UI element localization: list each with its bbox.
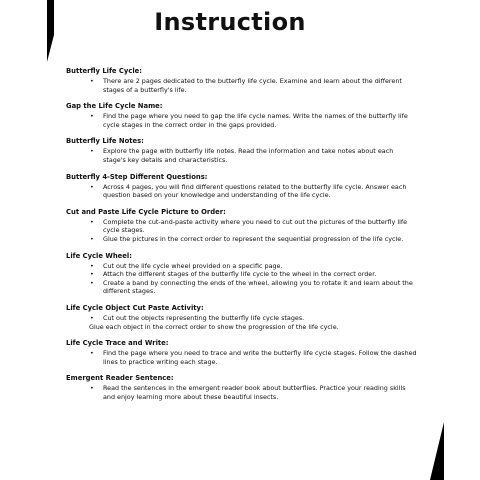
bullet-item: • Complete the cut-and-paste activity where you need to cut out the pictures of the butterfly life cycle stages. — [66, 218, 418, 235]
bullet-item: • Attach the different stages of the butterfly life cycle to the wheel in the correct order. — [66, 270, 418, 279]
plain-line: Glue each object in the correct order to show the progression of the life cycle. — [89, 322, 339, 331]
section-heading: Life Cycle Object Cut Paste Activity: — [66, 303, 204, 312]
bullet-list — [66, 218, 418, 244]
bullet-item: • Explore the page with butterfly life notes. Read the information and take notes about each stage's key details and characteristics. — [66, 147, 418, 164]
section-cut-and-paste — [66, 208, 418, 244]
bullet-item: • Find the page where you need to gap the life cycle names. Write the names of the butterfly life cycle stages in the correct order in the gaps provided. — [66, 112, 418, 129]
section-life-cycle-wheel — [66, 252, 418, 296]
bullet-item: • There are 2 pages dedicated to the butterfly life cycle. Examine and learn about the different stages of a butterfly's life. — [66, 77, 418, 94]
section-trace-and-write — [66, 339, 418, 366]
bullet-list — [66, 147, 418, 164]
section-heading: Butterfly Life Notes: — [66, 137, 144, 146]
bullet-list — [66, 349, 418, 366]
section-heading: Butterfly Life Cycle: — [66, 67, 143, 75]
section-heading: Life Cycle Wheel: — [66, 251, 132, 260]
section-heading: Butterfly 4-Step Different Questions: — [66, 172, 208, 181]
bullet-list — [66, 112, 418, 129]
section-butterfly-questions — [66, 173, 418, 200]
section-heading: Life Cycle Trace and Write: — [66, 339, 169, 348]
section-object-cut-paste — [66, 304, 418, 331]
section-heading: Gap the Life Cycle Name: — [66, 102, 163, 111]
bullet-list — [66, 314, 418, 323]
bullet-item: • Find the page where you need to trace and write the butterfly life cycle stages. Follow the dashed lines to practice writing each stage. — [66, 349, 418, 366]
bullet-item: • Cut out the objects representing the butterfly life cycle stages. — [66, 314, 418, 323]
page-title: Instruction — [154, 8, 306, 36]
bullet-list — [66, 262, 418, 296]
section-butterfly-life-notes — [66, 137, 418, 164]
corner-decoration-bottom-right — [430, 422, 444, 480]
bullet-item: • Across 4 pages, you will find different questions related to the butterfly life cycle. Answer each question based on your knowledge and understanding of the life cycle. — [66, 183, 418, 200]
bullet-list — [66, 384, 418, 401]
section-butterfly-life-cycle — [66, 67, 418, 94]
section-heading: Emergent Reader Sentence: — [66, 374, 174, 383]
bullet-list — [66, 183, 418, 200]
section-heading: Cut and Paste Life Cycle Picture to Order: — [66, 207, 226, 216]
bullet-item: • Create a band by connecting the ends of the wheel, allowing you to rotate it and learn about the different stages. — [66, 279, 418, 296]
bullet-item: • Read the sentences in the emergent reader book about butterflies. Practice your reading skills and enjoy learning more about these beautiful insects. — [66, 384, 418, 401]
bullet-item: • Glue the pictures in the correct order to represent the sequential progression of the life cycle. — [66, 235, 418, 244]
bullet-list — [66, 77, 418, 94]
section-gap-life-cycle-name — [66, 102, 418, 129]
instruction-list — [66, 67, 418, 409]
section-emergent-reader — [66, 374, 418, 401]
bullet-item: • Cut out the life cycle wheel provided on a specific page. — [66, 262, 418, 271]
